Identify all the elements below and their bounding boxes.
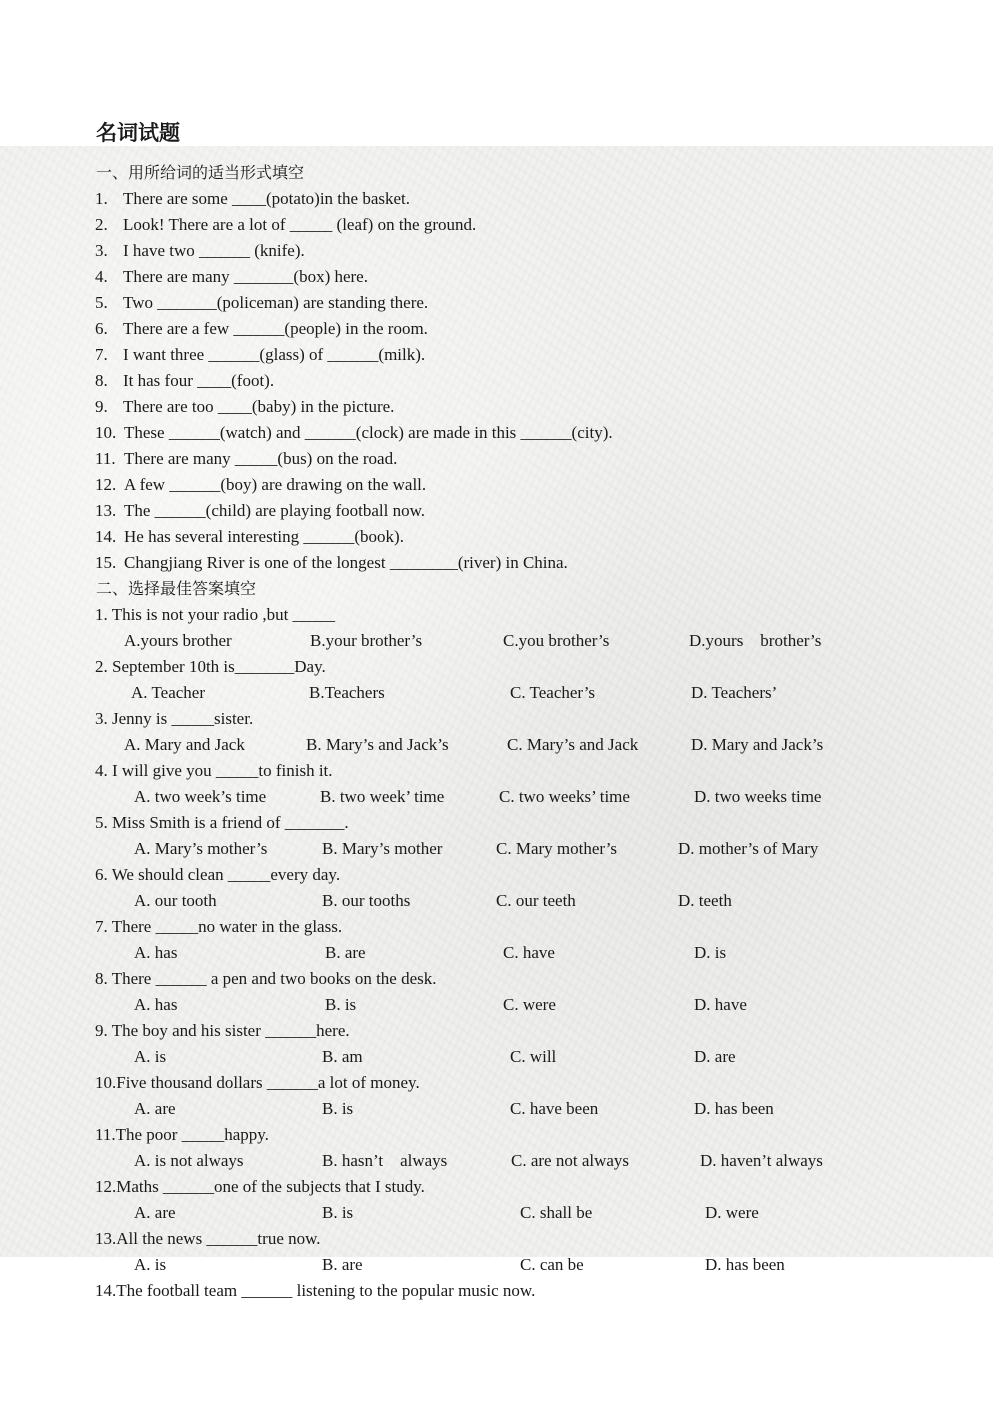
multiple-choice-question: 14.The football team ______ listening to the popular music now. [95,1281,536,1300]
multiple-choice-question: 10.Five thousand dollars ______a lot of money. [95,1073,420,1092]
answer-option: A. Mary and Jack [124,735,245,754]
answer-option: B. Mary’s mother [322,839,443,858]
section-heading-fill-blanks: 一、用所给词的适当形式填空 [96,163,305,182]
answer-option: C. Mary mother’s [496,839,618,858]
multiple-choice-question: 5. Miss Smith is a friend of _______. [95,813,349,832]
question-number: 5. [95,293,108,312]
answer-option: B. Mary’s and Jack’s [306,735,449,754]
answer-options-row [0,784,993,810]
section-heading-multiple-choice: 二、选择最佳答案填空 [96,579,257,598]
question-text: There are some ____(potato)in the basket. [123,189,411,208]
question-text: Look! There are a lot of _____ (leaf) on the ground. [123,215,477,234]
question-text: It has four ____(foot). [123,371,275,390]
answer-options-row [0,888,993,914]
question-number: 13. [95,501,117,520]
question-number: 10. [95,423,117,442]
multiple-choice-question: 8. There ______ a pen and two books on the desk. [95,969,437,988]
fill-blank-question [0,498,993,524]
multiple-choice-question: 1. This is not your radio ,but _____ [95,605,336,624]
answer-option: C. can be [520,1255,584,1274]
answer-option: C.you brother’s [503,631,610,650]
answer-options-row [0,628,993,654]
question-number: 2. [95,215,108,234]
multiple-choice-question: 4. I will give you _____to finish it. [95,761,333,780]
answer-options-row [0,836,993,862]
multiple-choice-question: 11.The poor _____happy. [95,1125,269,1144]
multiple-choice-question: 2. September 10th is_______Day. [95,657,326,676]
answer-option: C. have [503,943,555,962]
answer-option: A. our tooth [134,891,217,910]
fill-blank-question [0,420,993,446]
fill-blank-question [0,264,993,290]
answer-option: D. are [694,1047,736,1066]
answer-options-row [0,680,993,706]
question-number: 3. [95,241,108,260]
fill-blank-question [0,186,993,212]
question-number: 14. [95,527,117,546]
answer-option: C. were [503,995,556,1014]
answer-option: B. is [322,1203,354,1222]
fill-blank-question [0,472,993,498]
multiple-choice-question: 13.All the news ______true now. [95,1229,321,1248]
answer-options-row [0,1148,993,1174]
answer-option: D.yours brother’s [689,631,822,650]
answer-option: C. our teeth [496,891,576,910]
answer-option: B. two week’ time [320,787,445,806]
answer-option: D. Mary and Jack’s [691,735,824,754]
answer-option: B. hasn’t always [322,1151,448,1170]
question-number: 9. [95,397,108,416]
question-number: 11. [95,449,116,468]
answer-options-row [0,1252,993,1278]
answer-option: C. are not always [511,1151,630,1170]
answer-option: A. are [134,1203,176,1222]
answer-option: D. two weeks time [694,787,822,806]
answer-option: B. am [322,1047,363,1066]
answer-options-row [0,1044,993,1070]
answer-option: D. teeth [678,891,732,910]
fill-blank-question [0,342,993,368]
answer-option: D. haven’t always [700,1151,823,1170]
fill-blank-question [0,524,993,550]
fill-blank-question [0,550,993,576]
fill-blank-question [0,368,993,394]
answer-option: B. is [322,1099,354,1118]
answer-options-row [0,1096,993,1122]
answer-option: A. Teacher [131,683,206,702]
multiple-choice-question: 9. The boy and his sister ______here. [95,1021,350,1040]
answer-option: D. have [694,995,747,1014]
fill-blank-question [0,212,993,238]
question-text: There are a few ______(people) in the room. [123,319,428,338]
question-number: 6. [95,319,108,338]
answer-option: D. Teachers’ [691,683,778,702]
fill-blank-question [0,394,993,420]
answer-option: D. were [705,1203,759,1222]
answer-option: D. has been [705,1255,785,1274]
question-number: 7. [95,345,108,364]
answer-options-row [0,940,993,966]
question-text: These ______(watch) and ______(clock) are made in this ______(city). [124,423,613,442]
answer-option: C. shall be [520,1203,593,1222]
answer-option: B. is [325,995,357,1014]
question-number: 1. [95,189,108,208]
answer-options-row [0,992,993,1018]
answer-option: D. has been [694,1099,774,1118]
answer-option: A. are [134,1099,176,1118]
document-title: 名词试题 [96,121,180,145]
answer-option: A. is [134,1047,167,1066]
answer-option: C. have been [510,1099,599,1118]
answer-option: C. will [510,1047,557,1066]
answer-option: D. mother’s of Mary [678,839,819,858]
question-text: I want three ______(glass) of ______(milk). [123,345,426,364]
answer-option: A. has [134,943,178,962]
multiple-choice-question: 12.Maths ______one of the subjects that I study. [95,1177,425,1196]
answer-option: B.Teachers [309,683,385,702]
question-text: Two _______(policeman) are standing there. [123,293,429,312]
answer-option: A. two week’s time [134,787,267,806]
answer-option: D. is [694,943,727,962]
question-text: A few ______(boy) are drawing on the wall. [124,475,427,494]
fill-blank-question [0,446,993,472]
answer-option: B. are [325,943,366,962]
answer-options-row [0,732,993,758]
fill-blank-question [0,238,993,264]
question-text: There are many _______(box) here. [123,267,368,286]
question-text: There are many _____(bus) on the road. [124,449,398,468]
multiple-choice-question: 3. Jenny is _____sister. [95,709,254,728]
answer-option: B. our tooths [322,891,411,910]
multiple-choice-question: 6. We should clean _____every day. [95,865,341,884]
answer-option: A. has [134,995,178,1014]
question-number: 4. [95,267,108,286]
question-text: I have two ______ (knife). [123,241,305,260]
question-text: There are too ____(baby) in the picture. [123,397,395,416]
answer-option: B.your brother’s [310,631,423,650]
multiple-choice-question: 7. There _____no water in the glass. [95,917,343,936]
question-text: The ______(child) are playing football now. [124,501,426,520]
answer-option: A. is [134,1255,167,1274]
answer-option: A.yours brother [124,631,232,650]
fill-blank-question [0,316,993,342]
answer-option: A. Mary’s mother’s [134,839,268,858]
question-number: 12. [95,475,117,494]
question-text: He has several interesting ______(book). [124,527,404,546]
question-text: Changjiang River is one of the longest ________(river) in China. [124,553,568,572]
fill-blank-question [0,290,993,316]
answer-option: C. two weeks’ time [499,787,630,806]
answer-option: C. Teacher’s [510,683,596,702]
answer-option: B. are [322,1255,363,1274]
question-number: 8. [95,371,108,390]
answer-option: A. is not always [134,1151,244,1170]
answer-option: C. Mary’s and Jack [507,735,639,754]
question-number: 15. [95,553,117,572]
answer-options-row [0,1200,993,1226]
